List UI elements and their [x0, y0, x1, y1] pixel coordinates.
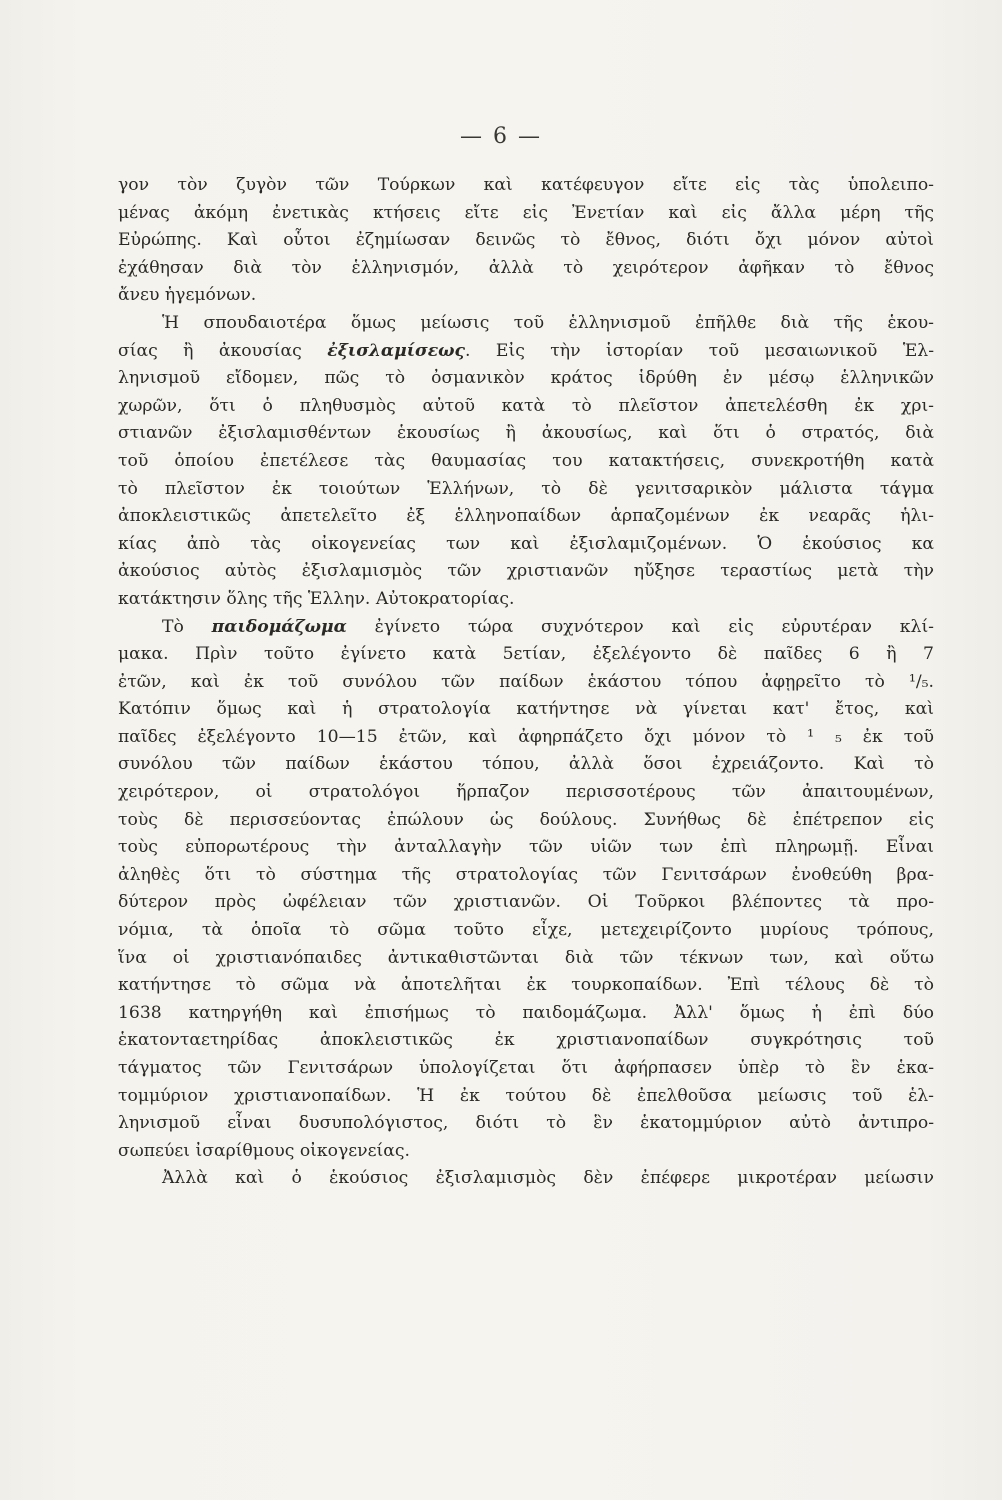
text-line: μένας ἀκόμη ἐνετικὰς κτήσεις εἴτε εἰς Ἐνετίαν καὶ εἰς ἄλλα μέρη τῆς: [118, 202, 934, 223]
text-line: ἀληθὲς ὅτι τὸ σύστημα τῆς στρατολογίας τῶν Γενιτσάρων ἐνοθεύθη βρα-: [118, 864, 934, 885]
text-line: ἀποκλειστικῶς ἀπετελεῖτο ἐξ ἑλληνοπαίδων ἁρπαζομένων ἐκ νεαρᾶς ἡλι-: [118, 506, 934, 527]
text-segment: . Εἰς τὴν ἱστορίαν τοῦ μεσαιωνικοῦ Ἑλ-: [465, 340, 934, 361]
text-line: παῖδες ἐξελέγοντο 10—15 ἐτῶν, καὶ ἀφηρπάζετο ὄχι μόνον τὸ ¹ ₅ ἐκ τοῦ: [118, 726, 934, 747]
text-line: τάγματος τῶν Γενιτσάρων ὑπολογίζεται ὅτι ἀφήρπασεν ὑπὲρ τὸ ἓν ἑκα-: [118, 1058, 934, 1078]
text-line: συνόλου τῶν παίδων ἑκάστου τόπου, ἀλλὰ ὅσοι ἐχρειάζοντο. Καὶ τὸ: [118, 754, 934, 775]
text-line: χειρότερον, οἱ στρατολόγοι ἥρπαζον περισσοτέρους τῶν ἀπαιτουμένων,: [118, 782, 934, 803]
text-line: Κατόπιν ὅμως καὶ ἡ στρατολογία κατήντησε νὰ γίνεται κατ' ἔτος, καὶ: [118, 699, 934, 720]
text-line: ληνισμοῦ εἴδομεν, πῶς τὸ ὀσμανικὸν κράτος ἱδρύθη ἐν μέσῳ ἑλληνικῶν: [118, 368, 934, 389]
text-line: ἐχάθησαν διὰ τὸν ἑλληνισμόν, ἀλλὰ τὸ χειρότερον ἀφῆκαν τὸ ἔθνος: [118, 257, 934, 278]
text-line: μακα. Πρὶν τοῦτο ἐγίνετο κατὰ 5ετίαν, ἐξελέγοντο δὲ παῖδες 6 ἢ 7: [118, 644, 934, 665]
text-line: ληνισμοῦ εἶναι δυσυπολόγιστος, διότι τὸ ἓν ἑκατομμύριον αὐτὸ ἀντιπρο-: [118, 1113, 934, 1134]
text-line: ἄνευ ἡγεμόνων.: [118, 285, 257, 306]
text-line: [118, 614, 934, 642]
text-line: Ἀλλὰ καὶ ὁ ἑκούσιος ἐξισλαμισμὸς δὲν ἐπέφερε μικροτέραν μείωσιν: [162, 1168, 934, 1189]
text-line: Εὐρώπης. Καὶ οὗτοι ἐζημίωσαν δεινῶς τὸ ἔθνος, διότι ὄχι μόνον αὐτοὶ: [118, 230, 934, 251]
text-line: νόμια, τὰ ὁποῖα τὸ σῶμα τοῦτο εἶχε, μετεχειρίζοντο μυρίους τρόπους,: [118, 920, 934, 941]
text-line: τὸ πλεῖστον ἐκ τοιούτων Ἑλλήνων, τὸ δὲ γενιτσαρικὸν μάλιστα τάγμα: [118, 478, 934, 499]
text-segment: Τὸ: [162, 616, 212, 637]
body-text: [118, 172, 934, 1193]
text-line: σωπεύει ἰσαρίθμους οἰκογενείας.: [118, 1140, 410, 1161]
text-line: ἀκούσιος αὐτὸς ἐξισλαμισμὸς τῶν χριστιανῶν ηὔξησε τεραστίως μετὰ τὴν: [118, 561, 934, 582]
page-number: — 6 —: [460, 124, 542, 149]
text-line: τοὺς εὐπορωτέρους τὴν ἀνταλλαγὴν τῶν υἱῶν των ἐπὶ πληρωμῇ. Εἶναι: [118, 837, 934, 858]
text-line: κατάκτησιν ὅλης τῆς Ἑλλην. Αὐτοκρατορίας.: [118, 588, 515, 609]
text-line: κατήντησε τὸ σῶμα νὰ ἀποτελῆται ἐκ τουρκοπαίδων. Ἐπὶ τέλους δὲ τὸ: [118, 975, 934, 996]
emphasized-term: παιδομάζωμα: [211, 616, 347, 637]
text-line: 1638 κατηργήθη καὶ ἐπισήμως τὸ παιδομάζωμα. Ἀλλ' ὅμως ἡ ἐπὶ δύο: [118, 1002, 934, 1023]
text-line: τοῦ ὁποίου ἐπετέλεσε τὰς θαυμασίας του κατακτήσεις, συνεκροτήθη κατὰ: [118, 450, 934, 471]
text-line: γον τὸν ζυγὸν τῶν Τούρκων καὶ κατέφευγον εἴτε εἰς τὰς ὑπολειπο-: [118, 175, 934, 195]
text-line: Ἡ σπουδαιοτέρα ὅμως μείωσις τοῦ ἑλληνισμοῦ ἐπῆλθε διὰ τῆς ἑκου-: [162, 312, 934, 333]
text-line: ἵνα οἱ χριστιανόπαιδες ἀντικαθιστῶνται διὰ τῶν τέκνων των, καὶ οὕτω: [118, 947, 934, 968]
emphasized-term: ἐξισλαμίσεως: [327, 340, 465, 361]
text-line: κίας ἀπὸ τὰς οἰκογενείας των καὶ ἐξισλαμιζομένων. Ὁ ἑκούσιος κα: [118, 533, 934, 554]
text-line: δύτερον πρὸς ὠφέλειαν τῶν χριστιανῶν. Οἱ Τοῦρκοι βλέποντες τὰ προ-: [118, 892, 934, 913]
text-line: τομμύριον χριστιανοπαίδων. Ἡ ἐκ τούτου δὲ ἐπελθοῦσα μείωσις τοῦ ἑλ-: [118, 1085, 934, 1106]
text-line: τοὺς δὲ περισσεύοντας ἐπώλουν ὡς δούλους. Συνήθως δὲ ἐπέτρεπον εἰς: [118, 809, 934, 830]
text-line: χωρῶν, ὅτι ὁ πληθυσμὸς αὐτοῦ κατὰ τὸ πλεῖστον ἀπετελέσθη ἐκ χρι-: [118, 395, 934, 416]
text-segment: σίας ἢ ἀκουσίας: [118, 340, 328, 361]
text-line: ἑκατονταετηρίδας ἀποκλειστικῶς ἐκ χριστιανοπαίδων συγκρότησις τοῦ: [118, 1030, 934, 1051]
text-line: στιανῶν ἐξισλαμισθέντων ἑκουσίως ἢ ἀκουσίως, καὶ ὅτι ὁ στρατός, διὰ: [118, 423, 934, 444]
text-segment: ἐγίνετο τώρα συχνότερον καὶ εἰς εὐρυτέραν κλί-: [346, 616, 934, 637]
text-line: ἐτῶν, καὶ ἐκ τοῦ συνόλου τῶν παίδων ἑκάστου τόπου ἀφῃρεῖτο τὸ ¹/₅.: [118, 671, 934, 692]
text-line: [118, 338, 934, 366]
